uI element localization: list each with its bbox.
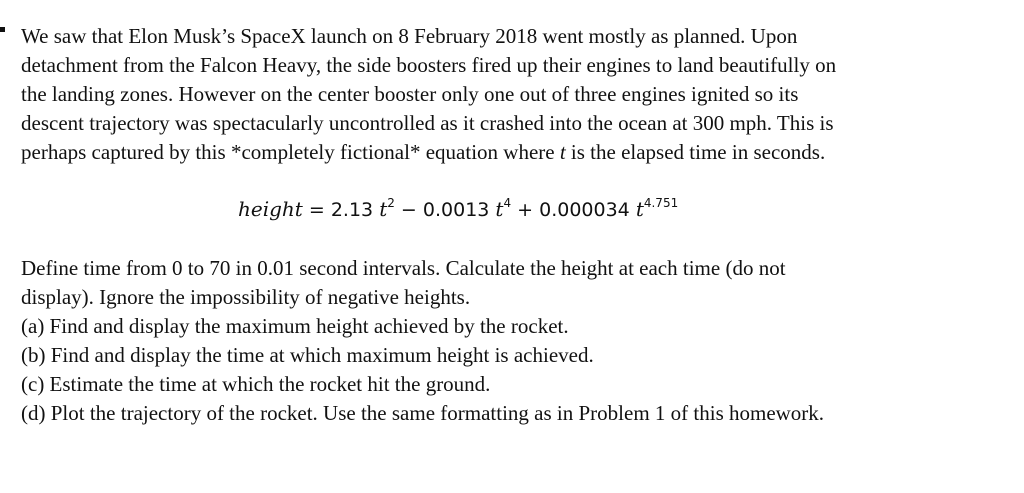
instruction-part-b: (b) Find and display the time at which maximum height is achieved. bbox=[21, 343, 594, 367]
height-equation bbox=[238, 195, 678, 226]
instruction-line-2: display). Ignore the impossibility of negative heights. bbox=[21, 285, 471, 309]
instruction-part-c: (c) Estimate the time at which the rocket hit the ground. bbox=[21, 372, 491, 396]
instructions-paragraph bbox=[21, 254, 1011, 428]
intro-line-5-after: is the elapsed time in seconds. bbox=[565, 140, 826, 164]
equation-equals: = bbox=[302, 199, 331, 221]
equation-term-2: − 0.0013 bbox=[394, 199, 496, 221]
bullet-marker bbox=[0, 27, 5, 32]
intro-line-5-before: perhaps captured by this *completely fictional* equation where bbox=[21, 140, 560, 164]
equation-exp-3: 4.751 bbox=[643, 196, 679, 210]
equation-lhs: height bbox=[238, 197, 303, 221]
equation-var-2: t bbox=[495, 197, 504, 221]
equation-exp-2: 4 bbox=[503, 196, 512, 210]
intro-line-2: detachment from the Falcon Heavy, the side boosters fired up their engines to land beautifully on bbox=[21, 53, 837, 77]
instruction-part-d: (d) Plot the trajectory of the rocket. Use the same formatting as in Problem 1 of this homework. bbox=[21, 401, 825, 425]
equation-var-1: t bbox=[379, 197, 388, 221]
equation-term-3: + 0.000034 bbox=[511, 199, 636, 221]
intro-line-5 bbox=[21, 138, 1011, 167]
equation-var-3: t bbox=[635, 197, 644, 221]
intro-line-4: descent trajectory was spectacularly uncontrolled as it crashed into the ocean at 300 mph. This is bbox=[21, 111, 834, 135]
instruction-line-1: Define time from 0 to 70 in 0.01 second intervals. Calculate the height at each time (do not bbox=[21, 256, 786, 280]
intro-line-3: the landing zones. However on the center booster only one out of three engines ignited so its bbox=[21, 82, 799, 106]
time-variable: t bbox=[559, 140, 566, 164]
intro-paragraph bbox=[21, 22, 1011, 167]
instruction-part-a: (a) Find and display the maximum height achieved by the rocket. bbox=[21, 314, 569, 338]
intro-line-1: We saw that Elon Musk’s SpaceX launch on 8 February 2018 went mostly as planned. Upon bbox=[21, 24, 798, 48]
equation-coef-1: 2.13 bbox=[330, 199, 380, 221]
equation-exp-1: 2 bbox=[387, 196, 395, 210]
